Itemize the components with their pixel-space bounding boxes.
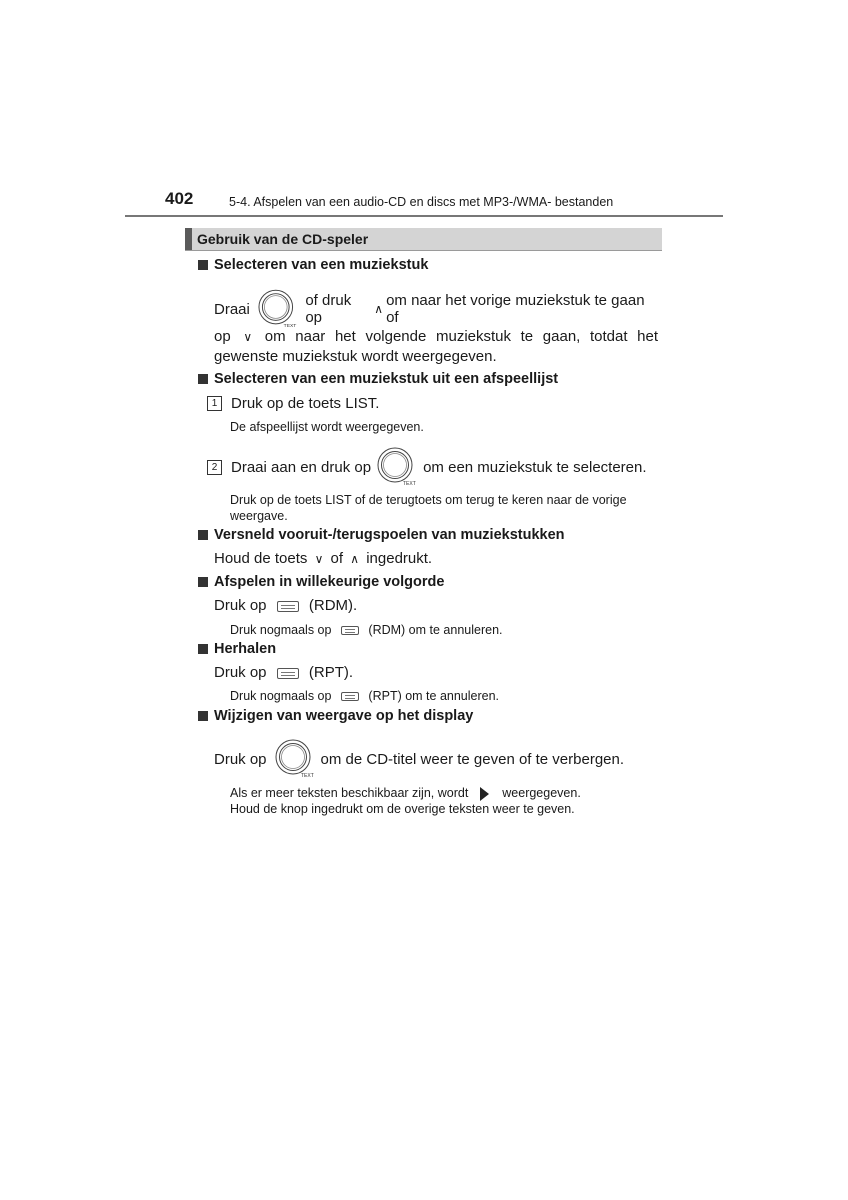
preset-button-icon [341,692,359,701]
square-bullet-icon [198,374,208,384]
square-bullet-icon [198,644,208,654]
text: Als er meer teksten beschikbaar zijn, wordt [230,786,469,800]
select-track-line2 [214,328,658,345]
text: op [214,328,231,345]
text: weergegeven. [502,786,581,800]
text: Druk op [214,750,267,768]
subheading-text: Herhalen [214,641,277,657]
step-2-note-line2: weergave. [230,509,288,523]
display-line [214,738,624,780]
step-number-box: 1 [207,396,222,411]
text-knob-icon [375,446,419,488]
caret-up-icon: ∧ [374,302,384,316]
preset-button-icon [277,668,299,679]
display-note-line2: Houd de knop ingedrukt om de overige teksten weer te geven. [230,802,575,816]
section-title: Gebruik van de CD-speler [197,231,369,247]
fast-line [214,550,432,567]
step-text: om een muziekstuk te selecteren. [423,458,647,476]
display-note-line1 [230,785,581,801]
text: ingedrukt. [366,550,433,567]
square-bullet-icon [198,530,208,540]
caret-up-icon: ∧ [350,552,360,567]
subheading-fast [198,527,565,543]
step-1 [207,395,379,412]
subheading-text: Versneld vooruit-/terugspoelen van muziekstukken [214,527,565,543]
step-number-box: 2 [207,460,222,475]
caret-down-icon: ∨ [243,330,253,345]
text: (RDM) om te annuleren. [368,623,503,637]
square-bullet-icon [198,260,208,270]
text: Druk op [214,597,267,614]
text-knob-icon [256,288,299,330]
square-bullet-icon [198,577,208,587]
subheading-random [198,574,444,590]
header-divider [125,215,723,217]
step-text: Draai aan en druk op [231,458,372,476]
text: Draai [214,300,250,318]
preset-button-icon [277,601,299,612]
text: Houd de toets [214,550,308,567]
knob-label: TEXT [300,773,314,779]
step-text: Druk op de toets LIST. [231,395,380,412]
step-1-note: De afspeellijst wordt weergegeven. [230,420,424,434]
chapter-title: 5-4. Afspelen van een audio-CD en discs met MP3-/WMA- bestanden [229,195,614,209]
knob-label: TEXT [403,481,416,487]
subheading-text: Wijzigen van weergave op het display [214,708,474,724]
page-number: 402 [165,189,194,208]
text: om de CD-titel weer te geven of te verbergen. [320,750,625,768]
section-accent [185,228,192,250]
subheading-text: Afspelen in willekeurige volgorde [214,574,445,590]
step-2 [207,446,647,488]
select-track-line3: gewenste muziekstuk wordt weergegeven. [214,348,497,365]
preset-button-icon [341,626,359,635]
subheading-playlist [198,371,558,387]
subheading-repeat [198,641,276,657]
random-note [230,622,503,638]
subheading-select-track [198,257,428,273]
subheading-text: Selecteren van een muziekstuk [214,257,429,273]
play-arrow-icon [480,787,489,801]
text: Druk nogmaals op [230,689,332,703]
text: om naar het volgende muziekstuk te gaan, totdat het [264,328,659,345]
random-line [214,597,357,614]
text: (RDM). [308,597,358,614]
step-2-note-line1: Druk op de toets LIST of de terugtoets om terug te keren naar de vorige [230,493,627,507]
text: Druk nogmaals op [230,623,332,637]
text: (RPT). [308,664,354,681]
text: Druk op [214,664,267,681]
square-bullet-icon [198,711,208,721]
text-knob-icon [273,738,317,780]
caret-down-icon: ∨ [314,552,324,567]
repeat-line [214,664,353,681]
text: (RPT) om te annuleren. [368,689,500,703]
section-header [185,228,662,251]
subheading-text: Selecteren van een muziekstuk uit een afspeellijst [214,371,559,387]
text: of [330,550,344,567]
subheading-display [198,708,473,724]
knob-label: TEXT [283,323,297,329]
select-track-line1 [214,288,658,330]
text: of druk op [305,292,352,326]
repeat-note [230,688,499,704]
text: om naar het vorige muziekstuk te gaan of [386,292,645,326]
